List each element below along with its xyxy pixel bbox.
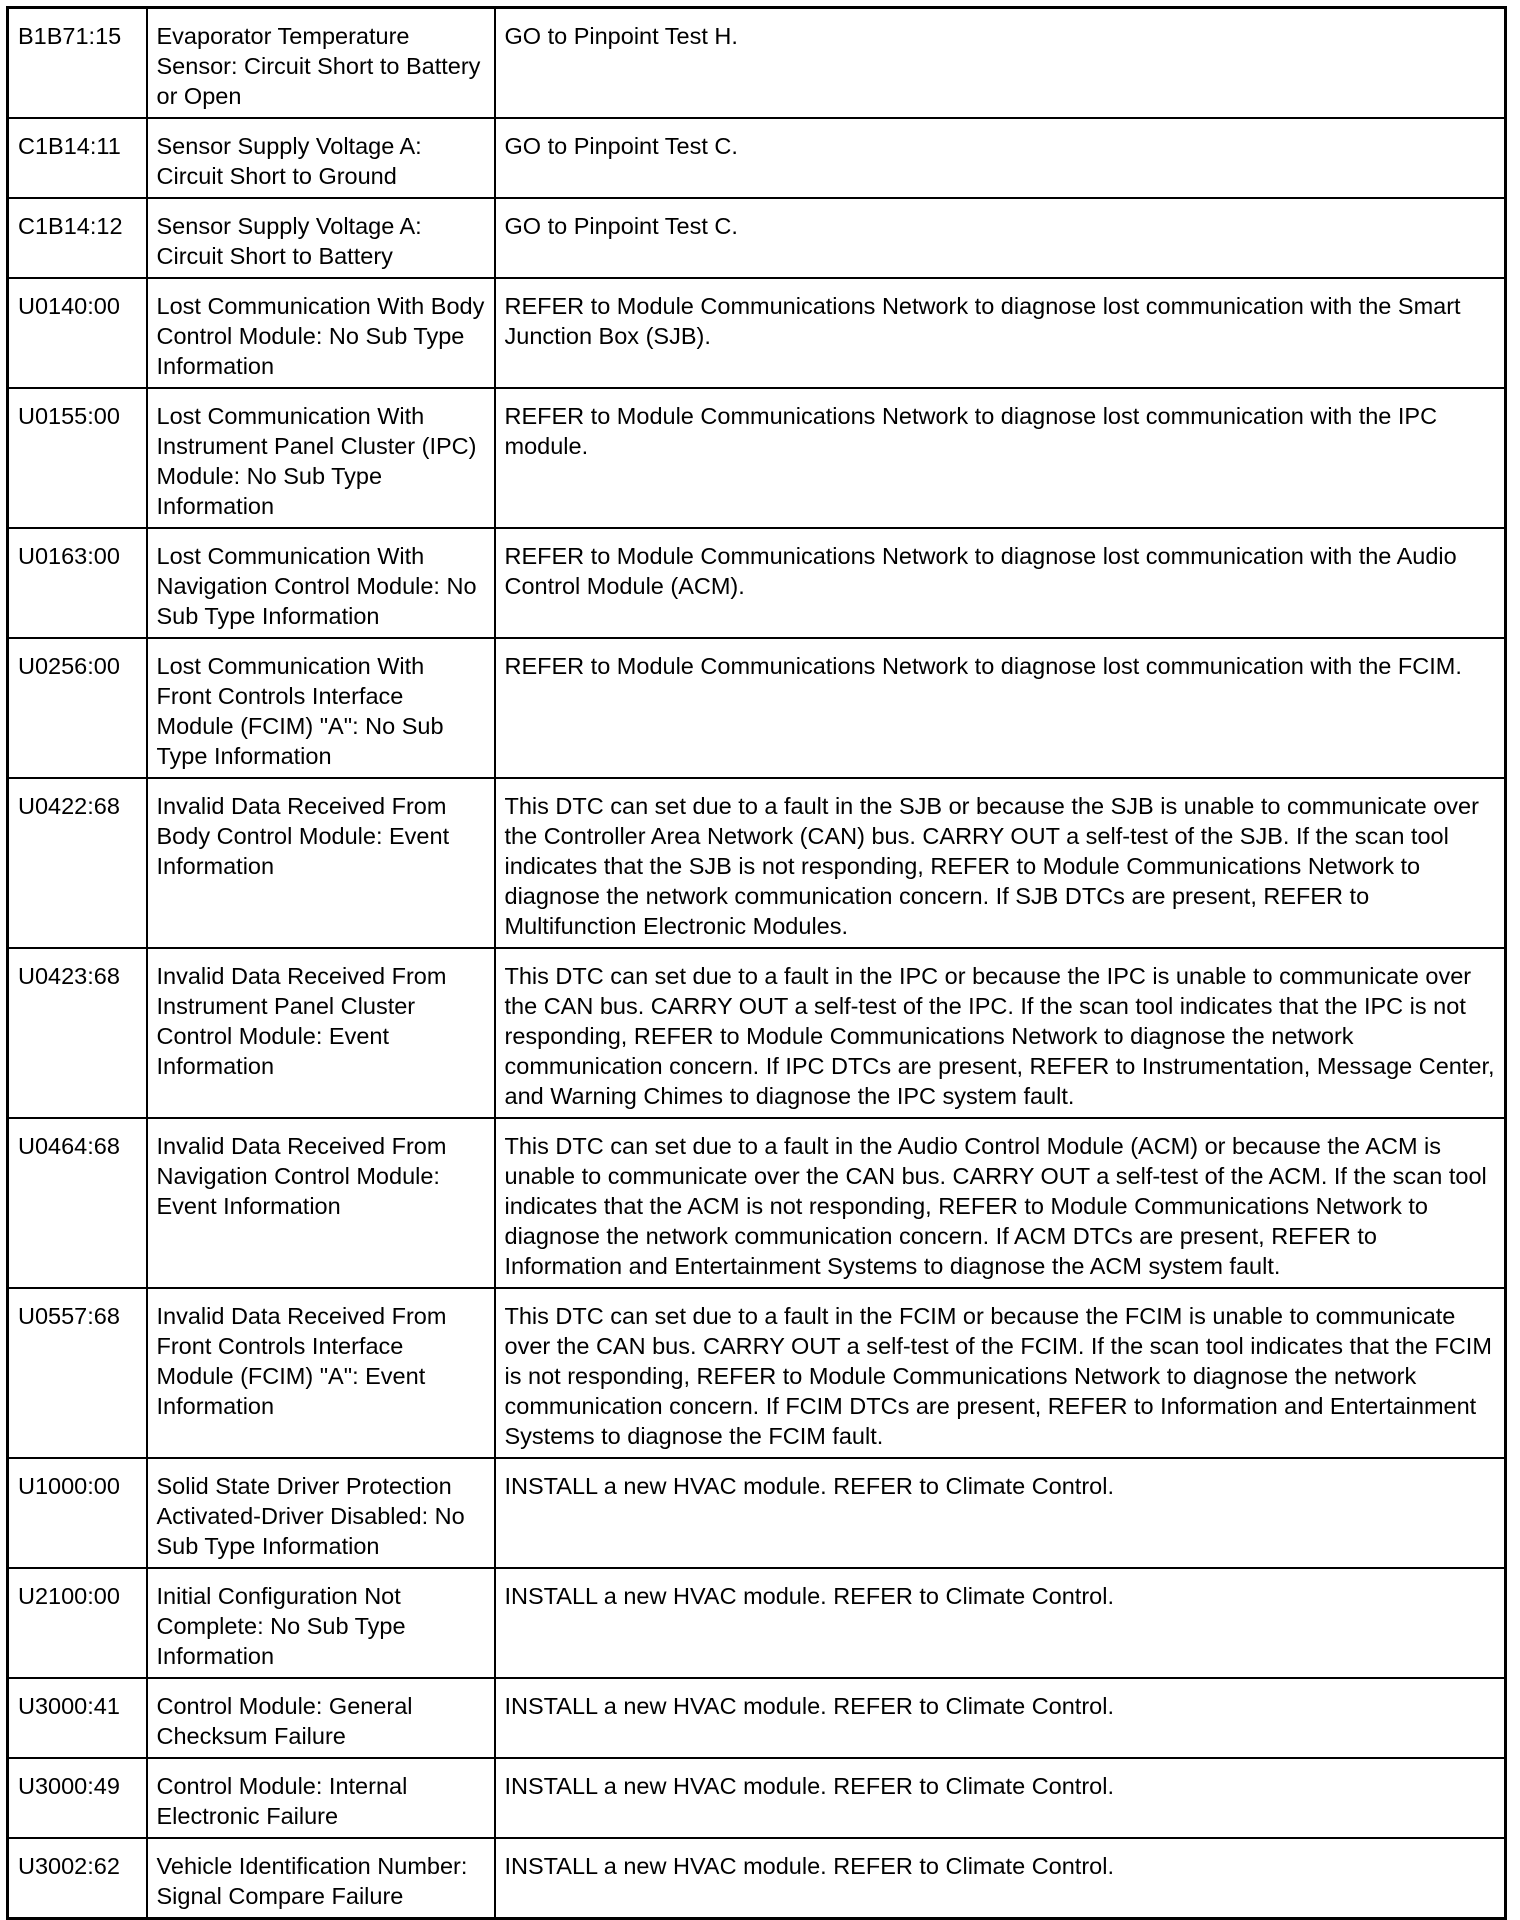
dtc-code-cell: U0557:68 <box>8 1288 147 1458</box>
dtc-code-cell: C1B14:11 <box>8 118 147 198</box>
dtc-code-cell: U0155:00 <box>8 388 147 528</box>
dtc-action-cell: INSTALL a new HVAC module. REFER to Climate Control. <box>495 1758 1506 1838</box>
dtc-code-cell: U2100:00 <box>8 1568 147 1678</box>
table-row <box>8 1838 1506 1919</box>
dtc-code-cell: U0163:00 <box>8 528 147 638</box>
table-row <box>8 1678 1506 1758</box>
dtc-description-cell: Invalid Data Received From Body Control Module: Event Information <box>147 778 495 948</box>
table-row <box>8 8 1506 119</box>
dtc-description-cell: Sensor Supply Voltage A: Circuit Short to Battery <box>147 198 495 278</box>
table-row <box>8 388 1506 528</box>
dtc-code-cell: U0140:00 <box>8 278 147 388</box>
dtc-action-cell: This DTC can set due to a fault in the FCIM or because the FCIM is unable to communicate over the CAN bus. CARRY OUT a self-test of the FCIM. If the scan tool indicates that the FCIM is not responding, REFER to Module Communications Network to diagnose the network communication concern. If FCIM DTCs are present, REFER to Information and Entertainment Systems to diagnose the FCIM fault. <box>495 1288 1506 1458</box>
dtc-code-cell: U0464:68 <box>8 1118 147 1288</box>
dtc-code-cell: U3002:62 <box>8 1838 147 1919</box>
dtc-action-cell: GO to Pinpoint Test C. <box>495 198 1506 278</box>
dtc-action-cell: INSTALL a new HVAC module. REFER to Climate Control. <box>495 1838 1506 1919</box>
table-row <box>8 1458 1506 1568</box>
table-row <box>8 278 1506 388</box>
dtc-action-cell: REFER to Module Communications Network to diagnose lost communication with the FCIM. <box>495 638 1506 778</box>
dtc-action-cell: GO to Pinpoint Test C. <box>495 118 1506 198</box>
dtc-action-cell: This DTC can set due to a fault in the SJB or because the SJB is unable to communicate over the Controller Area Network (CAN) bus. CARRY OUT a self-test of the SJB. If the scan tool indicates that the SJB is not responding, REFER to Module Communications Network to diagnose the network communication concern. If SJB DTCs are present, REFER to Multifunction Electronic Modules. <box>495 778 1506 948</box>
dtc-action-cell: This DTC can set due to a fault in the IPC or because the IPC is unable to communicate over the CAN bus. CARRY OUT a self-test of the IPC. If the scan tool indicates that the IPC is not responding, REFER to Module Communications Network to diagnose the network communication concern. If IPC DTCs are present, REFER to Instrumentation, Message Center, and Warning Chimes to diagnose the IPC system fault. <box>495 948 1506 1118</box>
dtc-description-cell: Lost Communication With Navigation Control Module: No Sub Type Information <box>147 528 495 638</box>
dtc-description-cell: Lost Communication With Front Controls Interface Module (FCIM) "A": No Sub Type Information <box>147 638 495 778</box>
dtc-action-cell: REFER to Module Communications Network to diagnose lost communication with the Audio Control Module (ACM). <box>495 528 1506 638</box>
dtc-description-cell: Control Module: General Checksum Failure <box>147 1678 495 1758</box>
dtc-action-cell: REFER to Module Communications Network to diagnose lost communication with the Smart Junction Box (SJB). <box>495 278 1506 388</box>
dtc-description-cell: Vehicle Identification Number: Signal Compare Failure <box>147 1838 495 1919</box>
dtc-code-cell: C1B14:12 <box>8 198 147 278</box>
dtc-description-cell: Control Module: Internal Electronic Failure <box>147 1758 495 1838</box>
dtc-description-cell: Evaporator Temperature Sensor: Circuit Short to Battery or Open <box>147 8 495 119</box>
table-row <box>8 1288 1506 1458</box>
table-row <box>8 1758 1506 1838</box>
table-row <box>8 1118 1506 1288</box>
dtc-table-body <box>8 8 1506 1919</box>
dtc-code-cell: U0423:68 <box>8 948 147 1118</box>
table-row <box>8 778 1506 948</box>
dtc-code-cell: U0422:68 <box>8 778 147 948</box>
dtc-code-cell: B1B71:15 <box>8 8 147 119</box>
dtc-code-cell: U3000:41 <box>8 1678 147 1758</box>
dtc-description-cell: Invalid Data Received From Front Controls Interface Module (FCIM) "A": Event Information <box>147 1288 495 1458</box>
dtc-description-cell: Sensor Supply Voltage A: Circuit Short to Ground <box>147 118 495 198</box>
dtc-action-cell: INSTALL a new HVAC module. REFER to Climate Control. <box>495 1458 1506 1568</box>
table-row <box>8 118 1506 198</box>
dtc-code-cell: U3000:49 <box>8 1758 147 1838</box>
table-row <box>8 528 1506 638</box>
dtc-action-cell: INSTALL a new HVAC module. REFER to Climate Control. <box>495 1568 1506 1678</box>
dtc-description-cell: Invalid Data Received From Navigation Control Module: Event Information <box>147 1118 495 1288</box>
dtc-action-cell: REFER to Module Communications Network to diagnose lost communication with the IPC module. <box>495 388 1506 528</box>
dtc-action-cell: INSTALL a new HVAC module. REFER to Climate Control. <box>495 1678 1506 1758</box>
dtc-description-cell: Solid State Driver Protection Activated-Driver Disabled: No Sub Type Information <box>147 1458 495 1568</box>
dtc-code-cell: U0256:00 <box>8 638 147 778</box>
dtc-action-cell: GO to Pinpoint Test H. <box>495 8 1506 119</box>
table-row <box>8 198 1506 278</box>
table-row <box>8 948 1506 1118</box>
table-row <box>8 638 1506 778</box>
dtc-code-cell: U1000:00 <box>8 1458 147 1568</box>
dtc-table <box>6 6 1507 1920</box>
dtc-description-cell: Initial Configuration Not Complete: No Sub Type Information <box>147 1568 495 1678</box>
dtc-description-cell: Lost Communication With Body Control Module: No Sub Type Information <box>147 278 495 388</box>
table-row <box>8 1568 1506 1678</box>
dtc-description-cell: Lost Communication With Instrument Panel Cluster (IPC) Module: No Sub Type Information <box>147 388 495 528</box>
dtc-description-cell: Invalid Data Received From Instrument Panel Cluster Control Module: Event Information <box>147 948 495 1118</box>
dtc-action-cell: This DTC can set due to a fault in the Audio Control Module (ACM) or because the ACM is unable to communicate over the CAN bus. CARRY OUT a self-test of the ACM. If the scan tool indicates that the ACM is not responding, REFER to Module Communications Network to diagnose the network communication concern. If ACM DTCs are present, REFER to Information and Entertainment Systems to diagnose the ACM system fault. <box>495 1118 1506 1288</box>
